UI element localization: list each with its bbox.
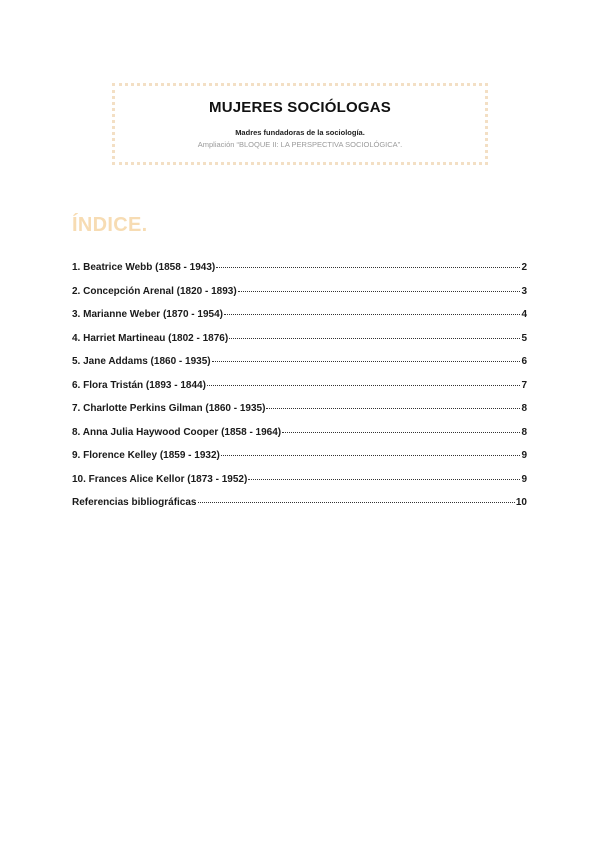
toc-entry-page: 4 xyxy=(521,309,527,320)
toc-dot-leader xyxy=(198,502,515,503)
toc-entry-label: 7. Charlotte Perkins Gilman (1860 - 1935) xyxy=(72,403,266,414)
toc-dot-leader xyxy=(224,314,520,315)
toc-entry-label: 4. Harriet Martineau (1802 - 1876) xyxy=(72,332,229,344)
title-box xyxy=(112,83,488,165)
toc-dot-leader xyxy=(248,479,520,480)
toc-entry-page: 3 xyxy=(521,285,527,297)
toc-entry[interactable] xyxy=(72,309,527,333)
toc-entry[interactable] xyxy=(72,286,527,310)
toc-entry[interactable] xyxy=(72,427,527,451)
toc-dot-leader xyxy=(229,338,520,339)
toc-entry-page: 10 xyxy=(515,497,527,508)
document-subtitle: Madres fundadoras de la sociología. xyxy=(235,128,365,137)
toc-dot-leader xyxy=(212,361,521,362)
toc-entry-page: 7 xyxy=(521,379,527,391)
toc-entry-label: 6. Flora Tristán (1893 - 1844) xyxy=(72,379,206,391)
toc-entry-label: 10. Frances Alice Kellor (1873 - 1952) xyxy=(72,473,248,485)
toc-entry[interactable] xyxy=(72,333,527,357)
toc-entry-page: 2 xyxy=(521,262,527,273)
toc-entry-label: 2. Concepción Arenal (1820 - 1893) xyxy=(72,285,237,297)
toc-dot-leader xyxy=(282,432,520,433)
toc-entry-page: 9 xyxy=(521,450,527,461)
toc-entry-page: 9 xyxy=(521,473,527,485)
toc-entry[interactable] xyxy=(72,403,527,427)
toc-dot-leader xyxy=(207,385,520,386)
toc-entry[interactable] xyxy=(72,356,527,380)
toc-entry-page: 8 xyxy=(521,426,527,438)
toc-dot-leader xyxy=(216,267,520,268)
toc-entry-page: 5 xyxy=(521,332,527,344)
toc-entry-label: 9. Florence Kelley (1859 - 1932) xyxy=(72,450,220,461)
toc-entry-label: 5. Jane Addams (1860 - 1935) xyxy=(72,356,211,367)
toc-entry-page: 6 xyxy=(521,356,527,367)
table-of-contents xyxy=(72,262,527,521)
toc-dot-leader xyxy=(221,455,521,456)
toc-entry[interactable] xyxy=(72,450,527,474)
document-title: MUJERES SOCIÓLOGAS xyxy=(209,99,391,116)
toc-entry-label: 1. Beatrice Webb (1858 - 1943) xyxy=(72,262,216,273)
document-extension-note: Ampliación “BLOQUE II: LA PERSPECTIVA SOCIOLÓGICA”. xyxy=(197,140,403,149)
toc-entry[interactable] xyxy=(72,262,527,286)
toc-entry-page: 8 xyxy=(521,403,527,414)
toc-entry-label: Referencias bibliográficas xyxy=(72,497,197,508)
toc-entry[interactable] xyxy=(72,474,527,498)
toc-entry-references[interactable] xyxy=(72,497,527,521)
toc-entry[interactable] xyxy=(72,380,527,404)
toc-entry-label: 3. Marianne Weber (1870 - 1954) xyxy=(72,309,223,320)
toc-entry-label: 8. Anna Julia Haywood Cooper (1858 - 1964) xyxy=(72,426,282,438)
toc-dot-leader xyxy=(266,408,520,409)
toc-dot-leader xyxy=(238,291,521,292)
index-heading: ÍNDICE. xyxy=(72,214,148,236)
